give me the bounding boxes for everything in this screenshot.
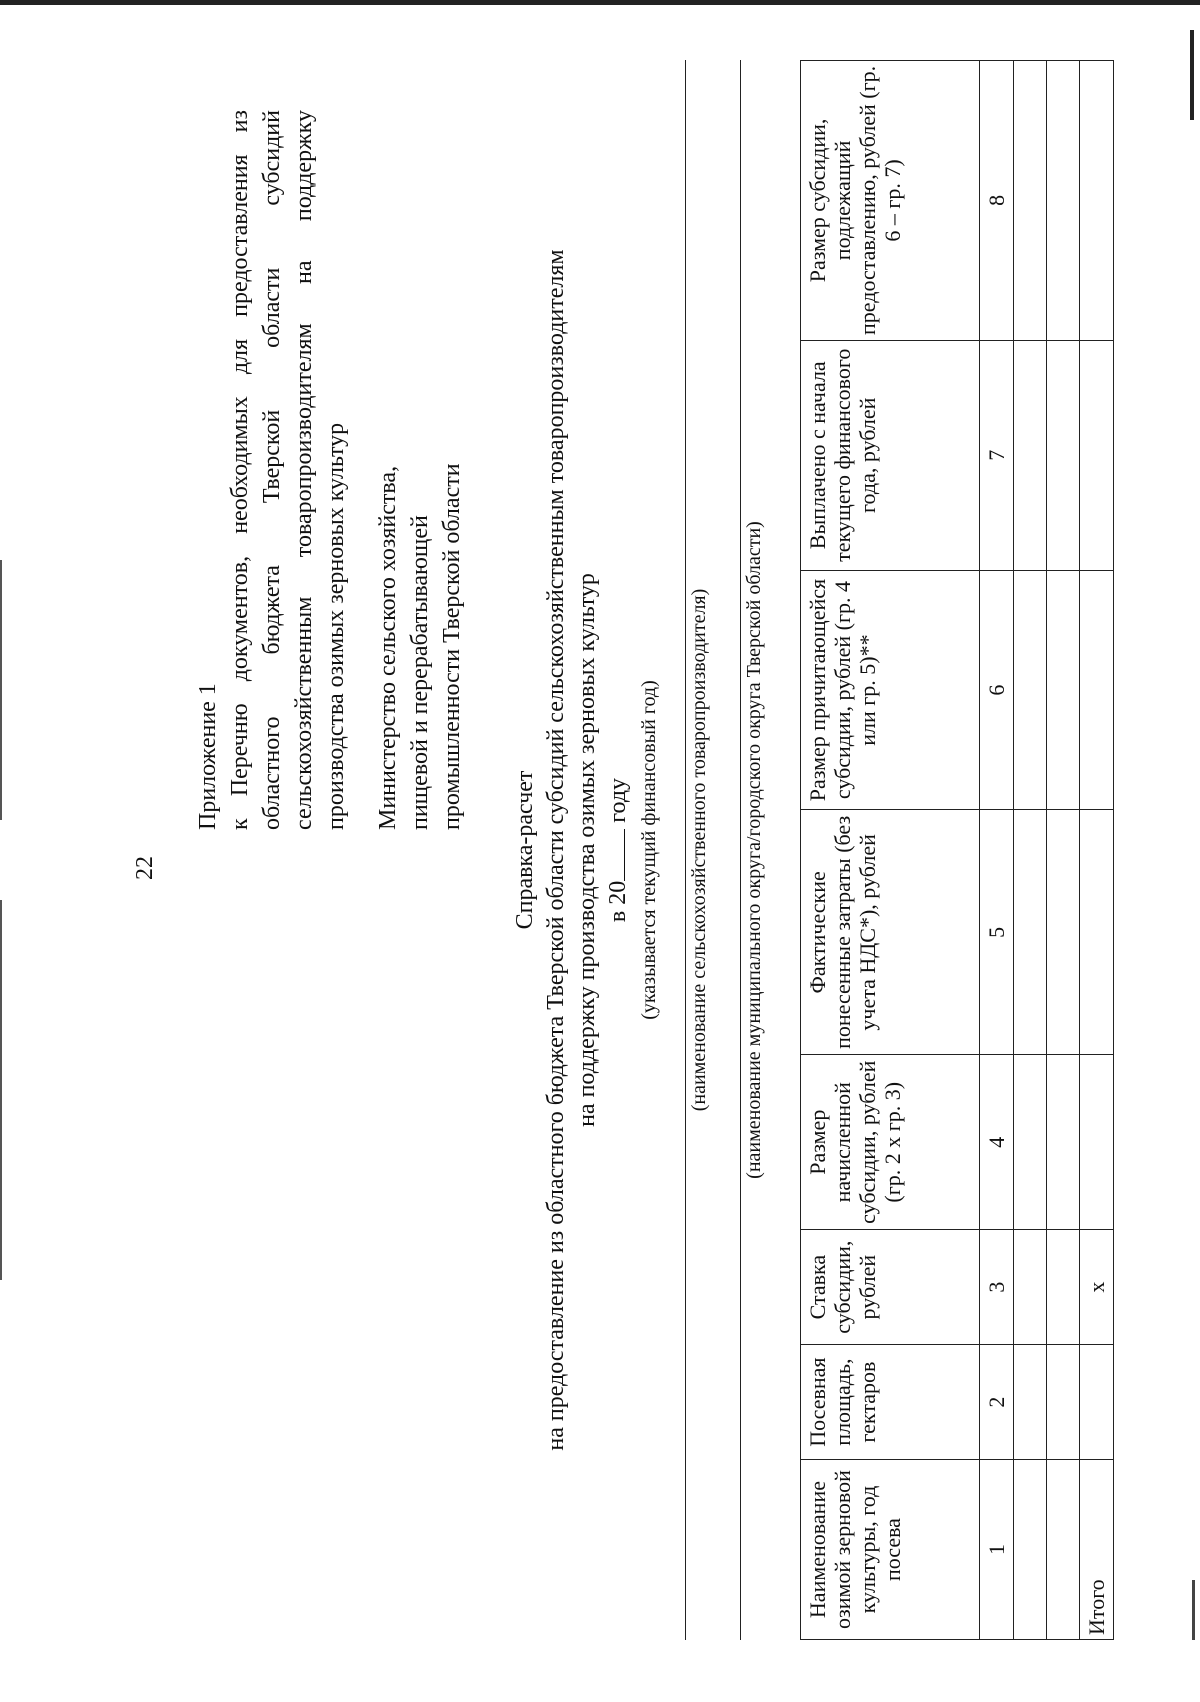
table-cell (1014, 61, 1047, 341)
table-row (1047, 61, 1080, 1640)
appendix-block (192, 110, 352, 830)
year-blank-field (604, 829, 625, 881)
addressee-line: пищевой и перерабатывающей (407, 515, 433, 830)
document-title: Справка-расчет (512, 770, 538, 930)
table-cell (1047, 1230, 1080, 1345)
table-cell (1014, 1230, 1047, 1345)
column-header: Размер субсидии, подлежащий предоставлению, рублей (гр. 6 – гр. 7) (801, 61, 980, 341)
year-prefix: в 20 (605, 880, 631, 923)
scan-border-right-lower (1192, 1580, 1195, 1640)
appendix-text: к Перечню документов, необходимых для предоставления из областного бюджета Тверской области субсидий сельскохозяйственным товаропроизводителям на поддержку производства озимых зерновых культур (227, 110, 349, 830)
table-cell (1014, 810, 1047, 1055)
total-rate-cell: х (1080, 1230, 1114, 1345)
table-header-row (801, 61, 980, 1640)
table-cell (1047, 570, 1080, 810)
column-header: Посевная площадь, гектаров (801, 1345, 980, 1460)
district-fill-line (740, 60, 741, 1640)
table-cell (1080, 570, 1114, 810)
producer-caption: (наименование сельскохозяйственного товаропроизводителя) (688, 588, 710, 1112)
column-number: 7 (980, 340, 1014, 570)
table-cell (1047, 1345, 1080, 1460)
table-cell (1014, 570, 1047, 810)
year-note: (указывается текущий финансовый год) (638, 680, 660, 1020)
addressee-line: промышленности Тверской области (439, 463, 465, 830)
year-suffix: году (605, 777, 631, 823)
calculation-table (800, 60, 1114, 1640)
table-cell (1014, 1055, 1047, 1230)
document-heading (510, 60, 665, 1640)
appendix-title: Приложение 1 (195, 683, 221, 830)
column-header: Ставка субсидии, рублей (801, 1230, 980, 1345)
table-cell (1047, 1460, 1080, 1640)
column-number-row (980, 61, 1014, 1640)
year-line (603, 60, 634, 1640)
table-cell (1014, 340, 1047, 570)
column-number: 6 (980, 570, 1014, 810)
table-cell (1080, 810, 1114, 1055)
table-cell (1080, 1055, 1114, 1230)
addressee-block (372, 110, 468, 830)
total-row (1080, 61, 1114, 1640)
column-number: 2 (980, 1345, 1014, 1460)
heading-line: на поддержку производства озимых зерновых культур (574, 573, 600, 1127)
table-row (1014, 61, 1047, 1640)
table-cell (1047, 810, 1080, 1055)
column-number: 8 (980, 61, 1014, 341)
scan-border-right (1190, 30, 1194, 120)
heading-line: на предоставление из областного бюджета Тверской области субсидий сельскохозяйственным товаропроизводителям (543, 249, 569, 1451)
table-cell (1047, 61, 1080, 341)
addressee-line: Министерство сельского хозяйства, (375, 465, 401, 830)
column-number: 4 (980, 1055, 1014, 1230)
district-caption: (наименование муниципального округа/городского округа Тверской области) (743, 521, 765, 1179)
rotated-document-page (20, 60, 1160, 1640)
table-cell (1014, 1460, 1047, 1640)
column-header: Фактические понесенные затраты (без учета НДС*), рублей (801, 810, 980, 1055)
table-cell (1047, 340, 1080, 570)
table-cell (1047, 1055, 1080, 1230)
producer-fill-line (685, 60, 686, 1640)
table-cell (1014, 1345, 1047, 1460)
table-cell (1080, 340, 1114, 570)
column-header: Размер начисленной субсидии, рублей (гр. 2 х гр. 3) (801, 1055, 980, 1230)
page-number: 22 (132, 856, 158, 880)
column-number: 1 (980, 1460, 1014, 1640)
column-header: Выплачено с начала текущего финансового года, рублей (801, 340, 980, 570)
column-number: 3 (980, 1230, 1014, 1345)
table-cell (1080, 61, 1114, 341)
table-cell (1080, 1345, 1114, 1460)
total-label: Итого (1080, 1460, 1114, 1640)
scan-border-left (0, 560, 2, 820)
scan-border-top (0, 0, 1200, 5)
column-header: Наименование озимой зерновой культуры, год посева (801, 1460, 980, 1640)
scan-border-left-lower (0, 900, 2, 1280)
column-number: 5 (980, 810, 1014, 1055)
column-header: Размер причитающейся субсидии, рублей (гр. 4 или гр. 5)** (801, 570, 980, 810)
